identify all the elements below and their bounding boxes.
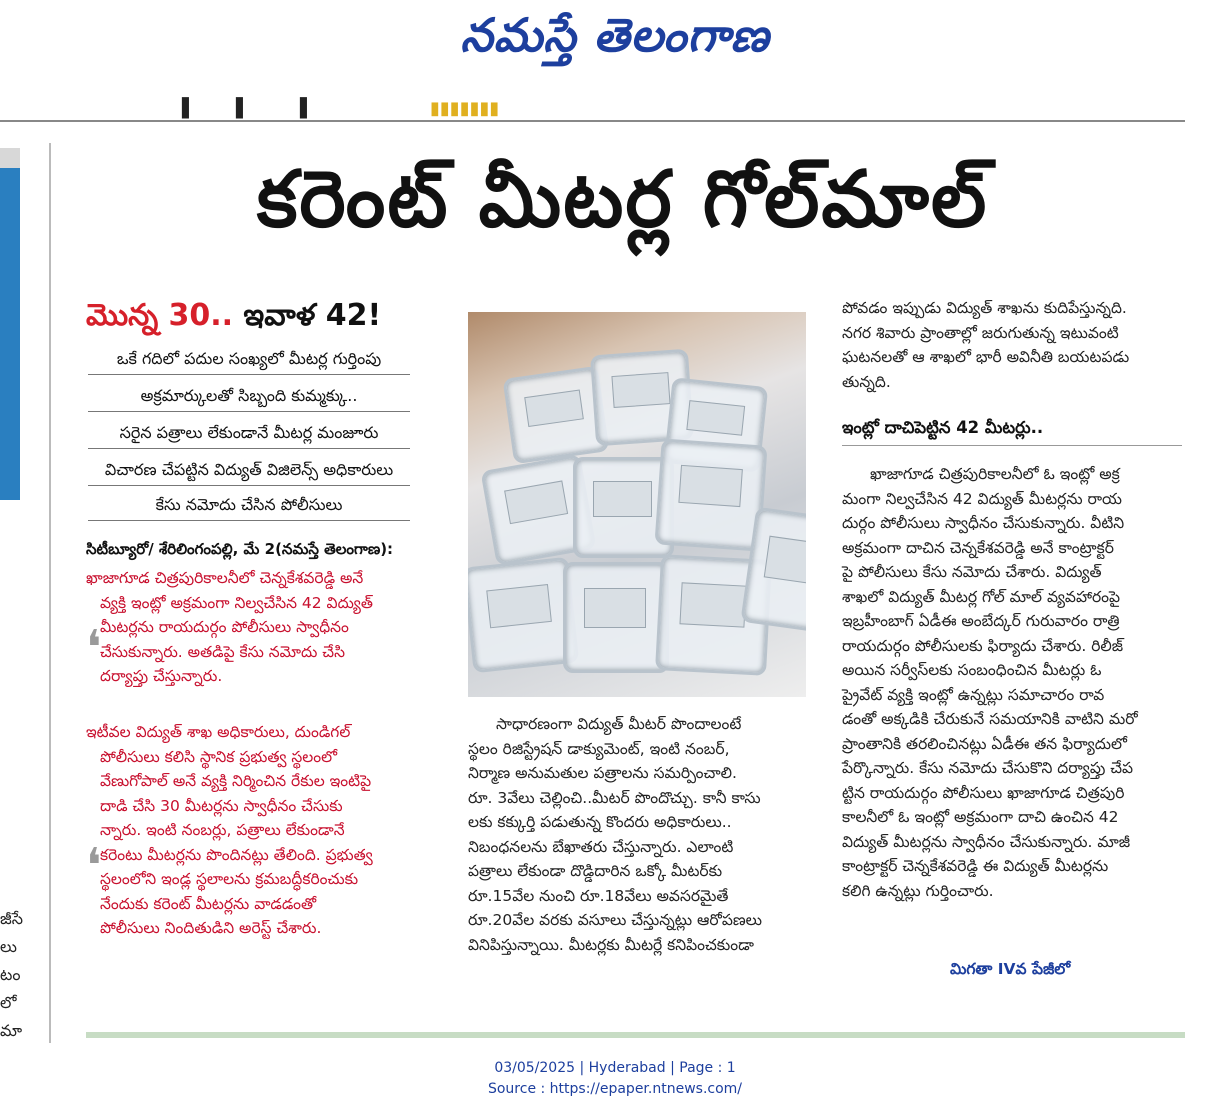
adjacent-photo-edge [0, 148, 20, 500]
body-line: పత్రాలు లేకుండా దొడ్డిదారిన ఒక్కో మీటర్‌కు [468, 862, 723, 880]
column-rule [49, 143, 51, 1043]
lede-paragraph-2 [86, 720, 436, 941]
adjacent-photo-corner [0, 148, 20, 168]
body-line: ఘటనలతో ఆ శాఖలో భారీ అవినీతి బయటపడు [842, 348, 1130, 366]
body-line: రూ.15వేల నుంచి రూ.18వేలు అవసరమైతే [468, 886, 729, 905]
body-line: నిబంధనలను బేఖాతరు చేస్తున్నారు. ఎలాంటి [468, 837, 734, 856]
body-line: ప్రైవేట్ వ్యక్తి ఇంట్లో ఉన్నట్లు సమాచారం రావ [842, 685, 1105, 704]
body-line: స్థలం రిజిస్ట్రేషన్ డాక్యుమెంట్, ఇంటి నంబర్, [468, 739, 730, 758]
body-line: అక్రమంగా దాచిన చెన్నకేశవరెడ్డి అనే కాంట్రాక్టర్ [842, 538, 1114, 557]
body-line: తున్నది. [842, 372, 891, 391]
body-line: ప్రాంతానికి తరలించినట్లు ఏడీఈ తన ఫిర్యాదులో [842, 734, 1127, 753]
body-line: పై పోలీసులు కేసు నమోదు చేశారు. విద్యుత్ [842, 563, 1102, 581]
body-line: ట్టిన రాయదుర్గం పోలీసులు ఖాజాగూడ చిత్రపురి [842, 783, 1125, 802]
body-line: ఖాజాగూడ చిత్రపురికాలనీలో ఓ ఇంట్లో అక్ర [870, 465, 1120, 483]
body-line: రూ.20వేల వరకు వసూలు చేస్తున్నట్లు ఆరోపణలు [468, 911, 763, 929]
body-line: కలిగి ఉన్నట్లు గుర్తించారు. [842, 881, 994, 900]
deck-line: కేసు నమోదు చేసిన పోలీసులు [88, 490, 410, 521]
body-line: వినిపిస్తున్నాయి. మీటర్లకు మీటర్లే కనిపించకుండా [468, 935, 754, 954]
lede-paragraph-1 [86, 566, 436, 689]
quote-mark-icon: ❛ [86, 620, 102, 676]
deck-line: సరైన పత్రాలు లేకుండానే మీటర్ల మంజూరు [88, 418, 410, 449]
right-column-top [842, 296, 1182, 394]
lede-line: చేసుకున్నారు. అతడిపై కేసు నమోదు చేసి [100, 642, 345, 661]
deck-line: ఒకే గదిలో పదుల సంఖ్యలో మీటర్ల గుర్తింపు [88, 344, 410, 375]
lede-line: వ్యక్తి ఇంట్లో అక్రమంగా నిల్వచేసిన 42 విద్యుత్ [100, 593, 373, 612]
lede-line: ఇటీవల విద్యుత్ శాఖ అధికారులు, దుండిగల్ [86, 723, 351, 741]
lede-line: దాడి చేసి 30 మీటర్లను స్వాధీనం చేసుకు [100, 796, 343, 815]
deck-line: విచారణ చేపట్టిన విద్యుత్ విజిలెన్స్ అధికారులు [88, 455, 410, 486]
body-line: పోవడం ఇప్పుడు విద్యుత్ శాఖను కుదిపేస్తున్నది. [842, 299, 1127, 317]
left-fragment: మా [0, 1021, 23, 1040]
quote-mark-icon: ❛ [86, 838, 102, 894]
body-line: డంతో అక్కడికి చేరుకునే సమయానికి వాటిని మరో [842, 710, 1138, 728]
subhead [86, 298, 426, 340]
body-line: నిర్మాణ అనుమతుల పత్రాలను సమర్పించాలి. [468, 764, 737, 782]
subhead-red: మొన్న 30.. [86, 298, 234, 333]
body-line: నగర శివారు ప్రాంతాల్లో జరుగుతున్న ఇటువంటి [842, 323, 1119, 342]
lede-line: దర్యాప్తు చేస్తున్నారు. [100, 667, 223, 685]
footer-date-line: 03/05/2025 | Hyderabad | Page : 1 [494, 1060, 736, 1076]
body-line: లకు కక్కుర్తి పడుతున్న కొందరు అధికారులు.. [468, 813, 732, 831]
left-fragment: టం [0, 965, 21, 984]
lede-line: పోలీసులు నిందితుడిని అరెస్ట్ చేశారు. [100, 919, 322, 937]
lede-line: వేణుగోపాల్ అనే వ్యక్తి నిర్మించిన రేకుల ఇంటిపై [100, 772, 372, 790]
meters-photo [468, 312, 806, 697]
headline: కరెంట్ మీటర్ల గోల్‌మాల్ [256, 155, 989, 245]
masthead-logo: నమస్తే తెలంగాణ [460, 8, 770, 62]
footer-source-link[interactable]: Source : https://epaper.ntnews.com/ [487, 1081, 743, 1097]
subhead-black: ఇవాళ 42! [233, 298, 382, 333]
body-line: ఇబ్రహీంబాగ్ ఏడీఈ అంబేద్కర్ గురువారం రాత్రి [842, 612, 1120, 630]
body-line: పేర్కొన్నారు. కేసు నమోదు చేసుకొని దర్యాప్తు చేప [842, 759, 1134, 777]
right-column-text [842, 462, 1182, 903]
lede-line: మీటర్లను రాయదుర్గం పోలీసులు స్వాధీనం [100, 618, 349, 636]
lede-line: ఖాజాగూడ చిత్రపురికాలనీలో చెన్నకేశవరెడ్డి అనే [86, 569, 364, 587]
body-line: రాయదుర్గం పోలీసులకు ఫిర్యాదు చేశారు. రిలీజ్ [842, 636, 1124, 655]
right-column-subhead: ఇంట్లో దాచిపెట్టిన 42 మీటర్లు.. [842, 418, 1182, 446]
body-line: సాధారణంగా విద్యుత్ మీటర్ పొందాలంటే [496, 715, 742, 733]
deck-line: అక్రమార్కులతో సిబ్బంది కుమ్మక్కు.. [88, 381, 410, 412]
body-line: కాలనీలో ఓ ఇంట్లో అక్రమంగా దాచి ఉంచిన 42 [842, 808, 1119, 826]
lede-line: న్నారు. ఇంటి నంబర్లు, పత్రాలు లేకుండానే [100, 821, 345, 839]
continued-link[interactable]: మిగతా IVవ పేజీలో [950, 960, 1071, 978]
body-line: విద్యుత్ మీటర్లను స్వాధీనం చేసుకున్నారు. మాజీ [842, 832, 1131, 851]
footer [0, 1058, 1230, 1100]
lede-line: స్థలంలోని ఇండ్ల స్థలాలను క్రమబద్ధీకరించుకు [100, 870, 359, 888]
bottom-divider [86, 1032, 1185, 1038]
lede-line: పోలీసులు కలిసి స్థానిక ప్రభుత్వ స్థలంలో [100, 747, 338, 766]
lede-line: కరెంటు మీటర్లను పొందినట్లు తేలింది. ప్రభుత్వ [100, 845, 373, 864]
body-line: మంగా నిల్వచేసిన 42 విద్యుత్ మీటర్లను రాయ [842, 489, 1122, 508]
body-line: కాంట్రాక్టర్ చెన్నకేశవరెడ్డి ఈ విద్యుత్ మీటర్లను [842, 857, 1109, 875]
dateline: సిటీబ్యూరో/ శేరిలింగంపల్లి, మే 2(నమస్తే తెలంగాణ): [86, 540, 394, 558]
middle-column-text [468, 712, 806, 957]
body-line: రూ. 3వేలు చెల్లించి..మీటర్ పొందొచ్చు. కానీ కాసు [468, 788, 761, 807]
left-fragment: జీసే [0, 909, 23, 928]
left-fragment: లో [0, 993, 17, 1012]
body-line: శాఖలో విద్యుత్ మీటర్ల గోల్ మాల్ వ్యవహారంపై [842, 587, 1121, 606]
left-fragment: లు [0, 937, 17, 956]
top-strip: ▌ ▌ ▌ ▮▮▮▮▮▮▮ [0, 96, 1185, 122]
body-line: అయిన సర్వీస్‌లకు సంబంధించిన మీటర్లు ఓ [842, 661, 1102, 679]
body-line: దుర్గం పోలీసులు స్వాధీనం చేసుకున్నారు. వీటిని [842, 514, 1125, 532]
lede-line: నేందుకు కరెంట్ మీటర్లను వాడడంతో [100, 894, 317, 913]
